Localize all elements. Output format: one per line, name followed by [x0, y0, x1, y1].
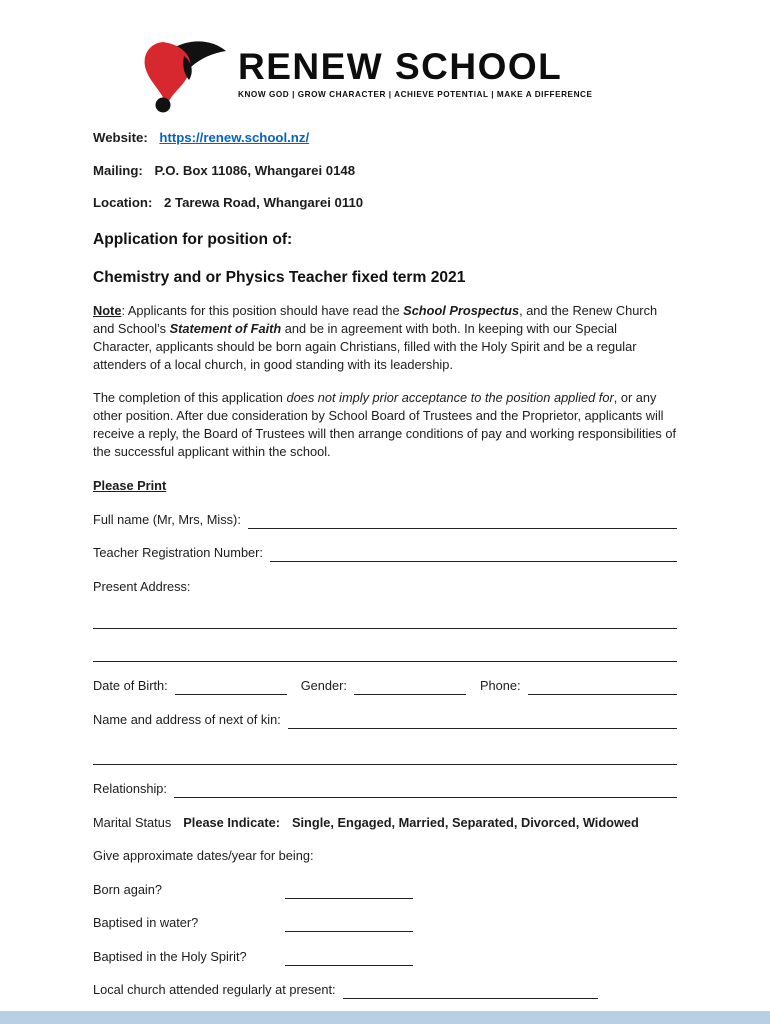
note-text-2: , and the Renew Church and School’s	[93, 303, 658, 337]
mailing-label: Mailing:	[93, 162, 143, 178]
full-name-field[interactable]	[248, 513, 677, 529]
baptised-water-field[interactable]	[285, 916, 413, 932]
mailing-line	[93, 162, 677, 180]
document-content	[93, 129, 677, 1024]
baptised-spirit-label: Baptised in the Holy Spirit?	[93, 948, 247, 964]
completion-italic: does not imply prior acceptance to the position applied for	[286, 390, 614, 406]
location-line	[93, 194, 677, 212]
website-line	[93, 129, 677, 147]
teacher-reg-field[interactable]	[270, 546, 677, 562]
note-text-3: and be in agreement with both. In keeping with our Special Character, applicants should be born again Christians, filled with the Holy Spirit and be a regular attenders of a local church, in good standing with its leadership.	[93, 321, 637, 373]
please-print-label: Please Print	[93, 478, 167, 494]
dates-intro-label: Give approximate dates/year for being:	[93, 848, 314, 864]
local-church-label: Local church attended regularly at present:	[93, 982, 336, 998]
website-label: Website:	[93, 130, 148, 145]
completion-paragraph	[93, 389, 677, 461]
full-name-label: Full name (Mr, Mrs, Miss):	[93, 511, 241, 527]
mailing-value: P.O. Box 11086, Whangarei 0148	[154, 162, 356, 178]
note-text-1: : Applicants for this position should have read the	[121, 303, 404, 319]
dob-label: Date of Birth:	[93, 678, 168, 694]
gender-field[interactable]	[354, 679, 466, 695]
phone-field[interactable]	[528, 679, 678, 695]
next-of-kin-field-line-2[interactable]	[93, 749, 677, 765]
dob-field[interactable]	[175, 679, 287, 695]
present-address-label: Present Address:	[93, 578, 191, 594]
born-again-label: Born again?	[93, 881, 163, 897]
next-of-kin-field[interactable]	[288, 713, 677, 729]
next-of-kin-row	[93, 711, 677, 729]
viewer-footer-bar	[0, 1011, 770, 1024]
present-address-row	[93, 578, 677, 596]
completion-text-1: The completion of this application	[93, 390, 287, 406]
local-church-row	[93, 981, 677, 999]
school-name: RENEW SCHOOL	[238, 46, 563, 87]
present-address-field-line-2[interactable]	[93, 646, 677, 662]
relationship-label: Relationship:	[93, 781, 167, 797]
school-tagline: KNOW GOD | GROW CHARACTER | ACHIEVE POTENTIAL | MAKE A DIFFERENCE	[238, 90, 593, 99]
baptised-spirit-field[interactable]	[285, 950, 413, 966]
born-again-row	[93, 881, 677, 899]
marital-indicate-label: Please Indicate:	[183, 814, 280, 830]
next-of-kin-label: Name and address of next of kin:	[93, 711, 281, 727]
marital-status-label: Marital Status	[93, 814, 172, 830]
completion-text-2: , or any other position. After due consideration by School Board of Trustees and the Proprietor, applicants will receive a reply, the Board of Trustees will then arrange conditions of pay and working responsibilities of the successful applicant within the school.	[93, 390, 677, 460]
baptised-water-row	[93, 914, 677, 932]
school-logo-text	[238, 36, 593, 99]
marital-status-row	[93, 814, 677, 832]
relationship-row	[93, 780, 677, 798]
location-label: Location:	[93, 195, 153, 210]
gender-label: Gender:	[300, 678, 347, 694]
website-link[interactable]: https://renew.school.nz/	[159, 130, 310, 145]
school-prospectus-ref: School Prospectus	[403, 303, 520, 319]
teacher-reg-row	[93, 544, 677, 562]
local-church-field[interactable]	[343, 983, 598, 999]
dates-intro-row	[93, 847, 677, 865]
location-value: 2 Tarewa Road, Whangarei 0110	[164, 195, 364, 210]
born-again-field[interactable]	[285, 883, 413, 899]
statement-of-faith-ref: Statement of Faith	[169, 321, 282, 337]
phone-label: Phone:	[479, 678, 521, 694]
dob-gender-phone-row	[93, 677, 677, 695]
present-address-field-line-1[interactable]	[93, 613, 677, 629]
position-heading: Chemistry and or Physics Teacher fixed term 2021	[93, 268, 466, 286]
relationship-field[interactable]	[174, 782, 677, 798]
application-heading: Application for position of:	[93, 231, 293, 248]
school-logo-icon	[132, 36, 230, 116]
baptised-spirit-row	[93, 948, 677, 966]
teacher-reg-label: Teacher Registration Number:	[93, 545, 263, 561]
note-paragraph	[93, 302, 677, 374]
full-name-row	[93, 511, 677, 529]
school-logo-block	[132, 36, 593, 116]
baptised-water-label: Baptised in water?	[93, 915, 199, 931]
note-label: Note	[93, 303, 122, 319]
marital-options: Single, Engaged, Married, Separated, Divorced, Widowed	[291, 814, 639, 830]
